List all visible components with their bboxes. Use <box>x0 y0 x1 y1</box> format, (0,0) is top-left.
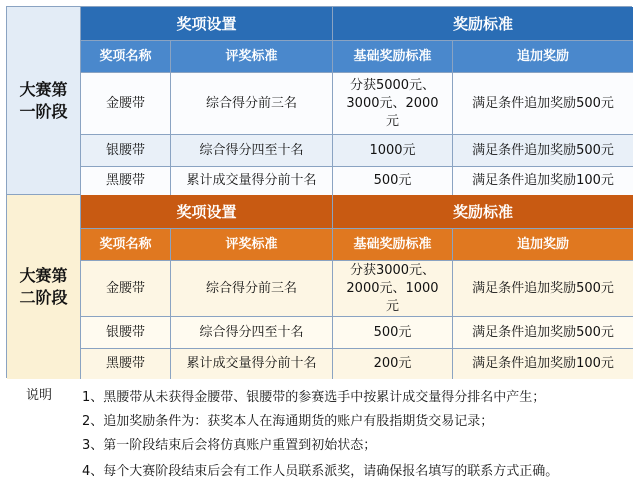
award-criteria: 综合得分前三名 <box>171 261 333 317</box>
column-header-extra: 追加奖励 <box>453 41 633 73</box>
award-base: 500元 <box>333 167 453 195</box>
award-base: 分获5000元、3000元、2000元 <box>333 73 453 135</box>
award-extra: 满足条件追加奖励500元 <box>453 135 633 167</box>
stage-2-section <box>7 195 633 379</box>
column-header-criteria: 评奖标准 <box>171 229 333 261</box>
award-name: 金腰带 <box>81 73 171 135</box>
award-criteria: 综合得分四至十名 <box>171 317 333 349</box>
stage-1-section <box>7 7 633 195</box>
award-table <box>6 6 632 378</box>
award-extra: 满足条件追加奖励500元 <box>453 73 633 135</box>
stage-1-group-header <box>81 7 633 41</box>
table-row <box>81 167 633 195</box>
table-row <box>81 317 633 349</box>
column-header-base: 基础奖励标准 <box>333 41 453 73</box>
award-base: 分获3000元、2000元、1000元 <box>333 261 453 317</box>
award-name: 金腰带 <box>81 261 171 317</box>
award-name: 黑腰带 <box>81 349 171 379</box>
award-extra: 满足条件追加奖励500元 <box>453 317 633 349</box>
stage-2-label: 大赛第二阶段 <box>7 195 81 379</box>
award-base: 500元 <box>333 317 453 349</box>
award-criteria: 累计成交量得分前十名 <box>171 167 333 195</box>
stage-2-column-header <box>81 229 633 261</box>
award-name: 银腰带 <box>81 317 171 349</box>
table-row <box>81 135 633 167</box>
table-row <box>81 349 633 379</box>
group-header-awards: 奖项设置 <box>81 7 333 41</box>
column-header-extra: 追加奖励 <box>453 229 633 261</box>
group-header-awards: 奖项设置 <box>81 195 333 229</box>
group-header-standard: 奖励标准 <box>333 195 633 229</box>
stage-1-label: 大赛第一阶段 <box>7 7 81 194</box>
award-base: 1000元 <box>333 135 453 167</box>
group-header-standard: 奖励标准 <box>333 7 633 41</box>
award-name: 银腰带 <box>81 135 171 167</box>
award-criteria: 综合得分四至十名 <box>171 135 333 167</box>
award-criteria: 累计成交量得分前十名 <box>171 349 333 379</box>
notes-label: 说明 <box>26 388 53 403</box>
table-row <box>81 261 633 317</box>
award-name: 黑腰带 <box>81 167 171 195</box>
column-header-base: 基础奖励标准 <box>333 229 453 261</box>
table-row <box>81 73 633 135</box>
award-extra: 满足条件追加奖励100元 <box>453 167 633 195</box>
stage-1-column-header <box>81 41 633 73</box>
stage-2-group-header <box>81 195 633 229</box>
column-header-name: 奖项名称 <box>81 229 171 261</box>
column-header-criteria: 评奖标准 <box>171 41 333 73</box>
award-extra: 满足条件追加奖励500元 <box>453 261 633 317</box>
column-header-name: 奖项名称 <box>81 41 171 73</box>
award-base: 200元 <box>333 349 453 379</box>
award-extra: 满足条件追加奖励100元 <box>453 349 633 379</box>
award-criteria: 综合得分前三名 <box>171 73 333 135</box>
